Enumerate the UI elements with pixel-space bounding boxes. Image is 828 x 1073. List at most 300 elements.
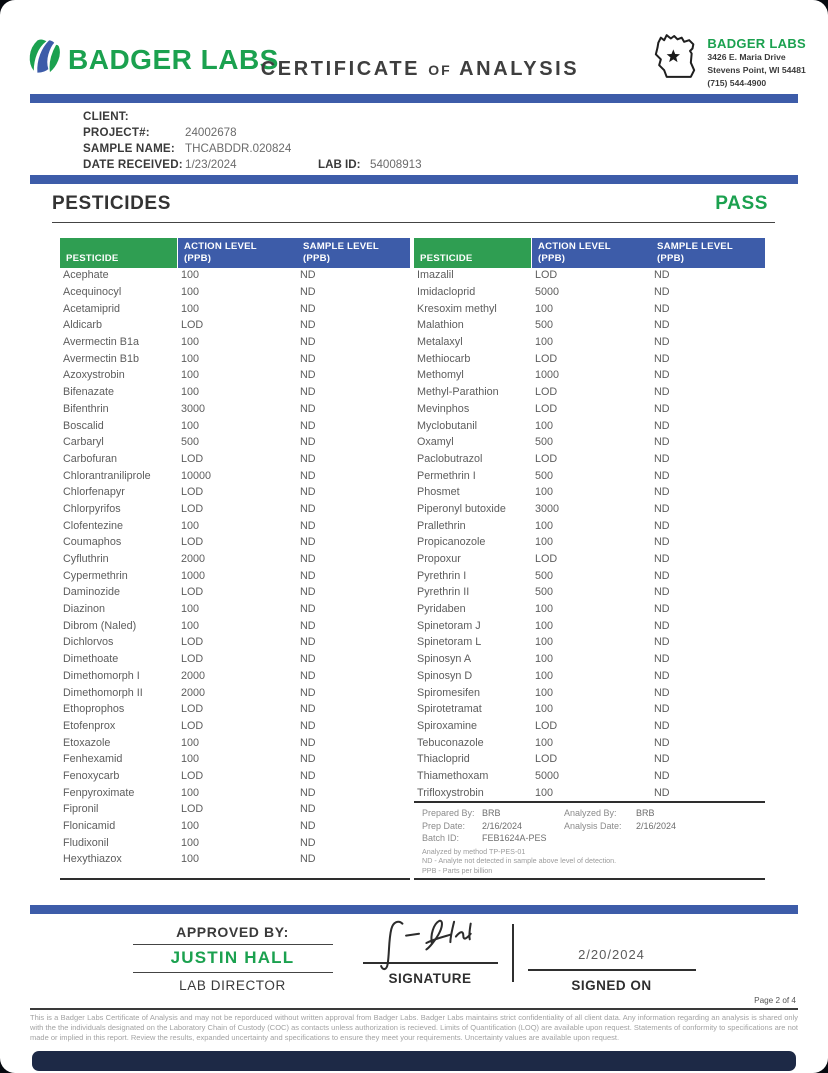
action-level-cell: 100 xyxy=(181,419,200,432)
note-method: Analyzed by method TP-PES-01 xyxy=(422,847,526,856)
action-level-cell: LOD xyxy=(535,553,558,566)
footer-rule xyxy=(30,1008,798,1010)
table-row xyxy=(414,668,765,685)
sample-level-cell: ND xyxy=(300,452,316,465)
pass-status-badge: PASS xyxy=(715,193,768,214)
action-level-cell: 100 xyxy=(181,386,200,399)
pesticide-name-cell: Pyridaben xyxy=(417,603,466,616)
sample-level-cell: ND xyxy=(300,653,316,666)
action-level-cell: 100 xyxy=(535,603,554,616)
pesticide-name-cell: Acequinocyl xyxy=(63,286,122,299)
wisconsin-state-icon xyxy=(650,30,700,87)
table-row xyxy=(414,601,765,618)
action-level-cell: 100 xyxy=(181,603,200,616)
sample-level-cell: ND xyxy=(300,719,316,732)
section-rule xyxy=(52,222,775,223)
pesticides-table-left xyxy=(60,238,410,880)
table-row xyxy=(60,768,410,785)
pesticide-name-cell: Pyrethrin II xyxy=(417,586,470,599)
sample-level-cell: ND xyxy=(300,769,316,782)
sample-level-cell: ND xyxy=(300,386,316,399)
action-level-cell: 500 xyxy=(181,436,200,449)
sample-level-cell: ND xyxy=(300,820,316,833)
sample-level-cell: ND xyxy=(300,436,316,449)
sample-level-cell: ND xyxy=(300,302,316,315)
sample-level-cell: ND xyxy=(300,569,316,582)
pesticide-name-cell: Fipronil xyxy=(63,803,99,816)
pesticide-name-cell: Spiroxamine xyxy=(417,719,478,732)
column-header-sample-level: SAMPLE LEVEL (PPB) xyxy=(297,238,410,268)
pesticide-name-cell: Methyl-Parathion xyxy=(417,386,499,399)
action-level-cell: 100 xyxy=(181,786,200,799)
sample-level-cell: ND xyxy=(654,352,670,365)
table-row xyxy=(60,401,410,418)
action-level-cell: 500 xyxy=(535,569,554,582)
table-row xyxy=(60,434,410,451)
pesticide-name-cell: Dimethomorph II xyxy=(63,686,143,699)
date-received-label: DATE RECEIVED: xyxy=(83,157,183,171)
table-row xyxy=(414,467,765,484)
table-row xyxy=(414,617,765,634)
sample-level-cell: ND xyxy=(300,269,316,282)
column-header-action-level: ACTION LEVEL (PPB) xyxy=(178,238,297,268)
pesticide-name-cell: Coumaphos xyxy=(63,536,122,549)
pesticide-name-cell: Fenoxycarb xyxy=(63,769,120,782)
action-level-cell: 100 xyxy=(181,269,200,282)
action-level-cell: 100 xyxy=(535,669,554,682)
table-row xyxy=(414,367,765,384)
table-row xyxy=(60,751,410,768)
project-value: 24002678 xyxy=(185,125,237,139)
table-row xyxy=(414,384,765,401)
action-level-cell: 2000 xyxy=(181,686,206,699)
table-row xyxy=(60,668,410,685)
sample-level-cell: ND xyxy=(300,469,316,482)
pesticide-name-cell: Spinosyn D xyxy=(417,669,473,682)
pesticide-name-cell: Dimethomorph I xyxy=(63,669,140,682)
lab-name: BADGER LABS xyxy=(707,36,806,51)
action-level-cell: LOD xyxy=(535,452,558,465)
table-row xyxy=(414,284,765,301)
table-row xyxy=(60,701,410,718)
sample-level-cell: ND xyxy=(654,636,670,649)
pesticide-name-cell: Imazalil xyxy=(417,269,454,282)
pesticide-name-cell: Myclobutanil xyxy=(417,419,478,432)
sample-level-cell: ND xyxy=(654,719,670,732)
sample-level-cell: ND xyxy=(654,653,670,666)
sample-level-cell: ND xyxy=(300,836,316,849)
pesticide-name-cell: Fludixonil xyxy=(63,836,109,849)
table-row xyxy=(414,350,765,367)
sample-level-cell: ND xyxy=(300,336,316,349)
sample-level-cell: ND xyxy=(654,386,670,399)
pesticide-name-cell: Hexythiazox xyxy=(63,853,122,866)
batch-id-label: Batch ID: xyxy=(422,833,460,843)
action-level-cell: 100 xyxy=(181,369,200,382)
action-level-cell: LOD xyxy=(535,753,558,766)
sample-level-cell: ND xyxy=(300,536,316,549)
action-level-cell: 100 xyxy=(181,619,200,632)
sample-level-cell: ND xyxy=(300,402,316,415)
column-header-pesticide: PESTICIDE xyxy=(414,238,531,268)
pesticide-name-cell: Methiocarb xyxy=(417,352,471,365)
sample-level-cell: ND xyxy=(300,519,316,532)
sample-level-cell: ND xyxy=(654,402,670,415)
table-row xyxy=(60,284,410,301)
pesticide-name-cell: Bifenthrin xyxy=(63,402,109,415)
action-level-cell: 100 xyxy=(535,736,554,749)
pesticide-name-cell: Clofentezine xyxy=(63,519,124,532)
pesticide-name-cell: Tebuconazole xyxy=(417,736,484,749)
table-row xyxy=(60,718,410,735)
column-header-action-level: ACTION LEVEL (PPB) xyxy=(532,238,651,268)
lab-address-card xyxy=(650,30,806,90)
action-level-cell: LOD xyxy=(535,719,558,732)
sample-level-cell: ND xyxy=(300,636,316,649)
pesticide-name-cell: Acephate xyxy=(63,269,109,282)
approver-role: LAB DIRECTOR xyxy=(179,978,286,993)
table-body-left xyxy=(60,267,410,868)
pesticide-name-cell: Imidacloprid xyxy=(417,286,476,299)
action-level-cell: 500 xyxy=(535,586,554,599)
action-level-cell: LOD xyxy=(535,402,558,415)
sample-level-cell: ND xyxy=(654,469,670,482)
table-row xyxy=(60,634,410,651)
pesticide-name-cell: Paclobutrazol xyxy=(417,452,483,465)
table-row xyxy=(414,534,765,551)
action-level-cell: LOD xyxy=(535,386,558,399)
action-level-cell: LOD xyxy=(181,319,204,332)
sample-level-cell: ND xyxy=(654,703,670,716)
pesticide-name-cell: Ethoprophos xyxy=(63,703,125,716)
action-level-cell: 1000 xyxy=(181,569,206,582)
sample-level-cell: ND xyxy=(654,286,670,299)
table-row xyxy=(60,317,410,334)
action-level-cell: 100 xyxy=(535,786,554,799)
action-level-cell: 5000 xyxy=(535,286,560,299)
pesticide-name-cell: Aldicarb xyxy=(63,319,103,332)
action-level-cell: 100 xyxy=(535,636,554,649)
analysis-date-label: Analysis Date: xyxy=(564,820,622,831)
action-level-cell: 100 xyxy=(535,653,554,666)
table-row xyxy=(414,401,765,418)
table-row xyxy=(60,267,410,284)
analyzed-by-value: BRB xyxy=(636,808,655,818)
sample-level-cell: ND xyxy=(654,769,670,782)
signed-date: 2/20/2024 xyxy=(528,924,696,971)
pesticide-name-cell: Spirotetramat xyxy=(417,703,482,716)
note-ppb: PPB - Parts per billion xyxy=(422,865,493,875)
table-row xyxy=(414,317,765,334)
sample-name-label: SAMPLE NAME: xyxy=(83,141,175,155)
sample-level-cell: ND xyxy=(654,553,670,566)
sample-level-cell: ND xyxy=(654,452,670,465)
action-level-cell: 100 xyxy=(535,486,554,499)
pesticide-name-cell: Fenpyroximate xyxy=(63,786,135,799)
action-level-cell: LOD xyxy=(181,586,204,599)
pesticide-name-cell: Carbaryl xyxy=(63,436,104,449)
sample-level-cell: ND xyxy=(300,603,316,616)
table-header xyxy=(414,238,765,267)
pesticide-name-cell: Carbofuran xyxy=(63,452,118,465)
sample-level-cell: ND xyxy=(300,669,316,682)
table-row xyxy=(414,651,765,668)
pesticides-table-right xyxy=(414,238,765,803)
sample-level-cell: ND xyxy=(654,302,670,315)
action-level-cell: 100 xyxy=(181,286,200,299)
bottom-accent-bar xyxy=(32,1051,796,1071)
sample-level-cell: ND xyxy=(300,553,316,566)
pesticide-name-cell: Methomyl xyxy=(417,369,464,382)
action-level-cell: LOD xyxy=(181,486,204,499)
date-received-value: 1/23/2024 xyxy=(185,157,237,171)
pesticides-table-right-column xyxy=(414,238,765,880)
table-row xyxy=(414,751,765,768)
client-info xyxy=(83,108,422,172)
note-nd: ND - Analyte not detected in sample above level of detection. xyxy=(422,856,617,866)
action-level-cell: LOD xyxy=(181,636,204,649)
table-row xyxy=(60,384,410,401)
action-level-cell: LOD xyxy=(181,452,204,465)
table-row xyxy=(60,300,410,317)
pesticide-name-cell: Thiamethoxam xyxy=(417,769,489,782)
pesticide-name-cell: Acetamiprid xyxy=(63,302,121,315)
signature-label: SIGNATURE xyxy=(388,971,472,986)
pesticide-name-cell: Spinetoram J xyxy=(417,619,481,632)
table-row xyxy=(414,684,765,701)
table-row xyxy=(414,584,765,601)
pesticides-table xyxy=(60,238,765,880)
sample-level-cell: ND xyxy=(300,753,316,766)
approval-section xyxy=(0,924,828,993)
table-row xyxy=(60,818,410,835)
pesticide-name-cell: Pyrethrin I xyxy=(417,569,467,582)
sample-level-cell: ND xyxy=(654,736,670,749)
table-row xyxy=(414,417,765,434)
action-level-cell: 500 xyxy=(535,469,554,482)
pesticide-name-cell: Chlorfenapyr xyxy=(63,486,125,499)
sample-level-cell: ND xyxy=(654,319,670,332)
action-level-cell: LOD xyxy=(181,769,204,782)
sample-level-cell: ND xyxy=(654,419,670,432)
table-header xyxy=(60,238,410,267)
table-row xyxy=(60,484,410,501)
sample-level-cell: ND xyxy=(300,803,316,816)
table-row xyxy=(60,534,410,551)
table-row xyxy=(60,501,410,518)
pesticide-name-cell: Propicanozole xyxy=(417,536,486,549)
action-level-cell: 100 xyxy=(535,686,554,699)
sample-level-cell: ND xyxy=(300,853,316,866)
table-row xyxy=(414,768,765,785)
sample-level-cell: ND xyxy=(654,569,670,582)
pesticide-name-cell: Prallethrin xyxy=(417,519,466,532)
action-level-cell: 100 xyxy=(181,336,200,349)
table-row xyxy=(414,300,765,317)
pesticide-name-cell: Mevinphos xyxy=(417,402,470,415)
action-level-cell: 100 xyxy=(535,703,554,716)
table-row xyxy=(414,567,765,584)
table-row xyxy=(60,350,410,367)
table-row xyxy=(60,367,410,384)
client-label: CLIENT: xyxy=(83,109,129,123)
column-header-sample-level: SAMPLE LEVEL (PPB) xyxy=(651,238,765,268)
sample-level-cell: ND xyxy=(300,619,316,632)
table-row xyxy=(414,517,765,534)
sample-level-cell: ND xyxy=(300,786,316,799)
action-level-cell: 100 xyxy=(535,419,554,432)
sample-level-cell: ND xyxy=(654,502,670,515)
brand-name: BADGER LABS xyxy=(68,43,279,75)
table-row xyxy=(60,517,410,534)
disclaimer-text: This is a Badger Labs Certificate of Analysis and may not be reporduced without written approval from Badger Labs. Badger Labs maintains strict confidentiality of all client data. Any information regarding an analysis is shared only with the the individuals designated on the Laboratory Chain of Custody (COC) as contacts unless authorization is recieved. Limits of Quantification (LOQ) are available upon request. Statements of conformity to specifications are not made or implied in this report. Review the results, expanded uncertainty and specifications to ensure they meet your requirements. Uncertainty values are available upon request. xyxy=(30,1013,798,1042)
sample-level-cell: ND xyxy=(654,686,670,699)
sample-level-cell: ND xyxy=(300,502,316,515)
approved-by-label: APPROVED BY: xyxy=(133,924,333,945)
pesticide-name-cell: Spiromesifen xyxy=(417,686,481,699)
document-header xyxy=(0,0,828,95)
signature-line xyxy=(363,924,498,964)
table-row xyxy=(414,334,765,351)
pesticide-name-cell: Chlorpyrifos xyxy=(63,502,121,515)
approver-block xyxy=(133,924,333,993)
table-row xyxy=(414,451,765,468)
pesticide-name-cell: Fenhexamid xyxy=(63,753,123,766)
analysis-meta xyxy=(414,803,765,880)
action-level-cell: 1000 xyxy=(535,369,560,382)
lab-id-label: LAB ID: xyxy=(318,157,361,171)
pesticide-name-cell: Chlorantraniliprole xyxy=(63,469,151,482)
action-level-cell: 10000 xyxy=(181,469,212,482)
pesticide-name-cell: Kresoxim methyl xyxy=(417,302,497,315)
action-level-cell: 5000 xyxy=(535,769,560,782)
pesticide-name-cell: Dichlorvos xyxy=(63,636,114,649)
signature-divider xyxy=(512,924,514,982)
document-title xyxy=(240,58,600,81)
action-level-cell: 100 xyxy=(181,352,200,365)
sample-level-cell: ND xyxy=(300,686,316,699)
page-number: Page 2 of 4 xyxy=(754,996,796,1005)
table-row xyxy=(60,417,410,434)
pesticide-name-cell: Metalaxyl xyxy=(417,336,463,349)
lab-id-value: 54008913 xyxy=(370,157,422,171)
signed-on-block xyxy=(528,924,696,993)
sample-level-cell: ND xyxy=(300,419,316,432)
pesticide-name-cell: Dimethoate xyxy=(63,653,119,666)
pesticide-name-cell: Propoxur xyxy=(417,553,461,566)
action-level-cell: 2000 xyxy=(181,669,206,682)
sample-level-cell: ND xyxy=(654,786,670,799)
table-row xyxy=(60,467,410,484)
action-level-cell: 500 xyxy=(535,436,554,449)
lab-address-line2: Stevens Point, WI 54481 xyxy=(707,64,806,75)
action-level-cell: 100 xyxy=(181,519,200,532)
table-row xyxy=(60,651,410,668)
sample-level-cell: ND xyxy=(300,703,316,716)
analyzed-by-label: Analyzed By: xyxy=(564,808,617,818)
column-header-pesticide: PESTICIDE xyxy=(60,238,177,268)
pesticide-name-cell: Bifenazate xyxy=(63,386,115,399)
sample-level-cell: ND xyxy=(654,486,670,499)
action-level-cell: 100 xyxy=(181,836,200,849)
approver-name: JUSTIN HALL xyxy=(133,945,333,973)
pesticide-name-cell: Piperonyl butoxide xyxy=(417,502,506,515)
action-level-cell: 100 xyxy=(181,736,200,749)
sample-level-cell: ND xyxy=(654,619,670,632)
prepared-by-label: Prepared By: xyxy=(422,808,475,818)
pesticide-name-cell: Thiacloprid xyxy=(417,753,470,766)
pesticide-name-cell: Cyfluthrin xyxy=(63,553,109,566)
pesticide-name-cell: Azoxystrobin xyxy=(63,369,125,382)
action-level-cell: LOD xyxy=(181,703,204,716)
prep-date-value: 2/16/2024 xyxy=(482,820,523,831)
signature-block xyxy=(363,924,498,986)
action-level-cell: 2000 xyxy=(181,553,206,566)
action-level-cell: 100 xyxy=(535,302,554,315)
table-row xyxy=(60,334,410,351)
action-level-cell: 100 xyxy=(181,753,200,766)
pesticide-name-cell: Diazinon xyxy=(63,603,106,616)
pesticide-name-cell: Etofenprox xyxy=(63,719,116,732)
action-level-cell: 500 xyxy=(535,319,554,332)
divider-bar xyxy=(30,94,798,103)
batch-id-value: FEB1624A-PES xyxy=(482,833,547,843)
page-title: PESTICIDES xyxy=(52,193,171,214)
sample-level-cell: ND xyxy=(654,519,670,532)
prep-date-label: Prep Date: xyxy=(422,820,466,831)
table-row xyxy=(60,684,410,701)
sample-level-cell: ND xyxy=(300,352,316,365)
table-row xyxy=(60,584,410,601)
pesticide-name-cell: Daminozide xyxy=(63,586,121,599)
table-row xyxy=(414,434,765,451)
sample-level-cell: ND xyxy=(654,753,670,766)
action-level-cell: LOD xyxy=(535,352,558,365)
sample-level-cell: ND xyxy=(654,603,670,616)
action-level-cell: 3000 xyxy=(535,502,560,515)
prepared-by-value: BRB xyxy=(482,808,501,818)
pesticide-name-cell: Avermectin B1a xyxy=(63,336,140,349)
title-of: OF xyxy=(428,62,452,78)
pesticide-name-cell: Oxamyl xyxy=(417,436,454,449)
action-level-cell: 100 xyxy=(535,336,554,349)
pesticide-name-cell: Dibrom (Naled) xyxy=(63,619,137,632)
table-row xyxy=(414,484,765,501)
table-row xyxy=(60,801,410,818)
table-row xyxy=(60,734,410,751)
divider-bar xyxy=(30,175,798,184)
table-row xyxy=(414,718,765,735)
sample-level-cell: ND xyxy=(300,286,316,299)
sample-level-cell: ND xyxy=(654,269,670,282)
pesticide-name-cell: Cypermethrin xyxy=(63,569,128,582)
sample-name-value: THCABDDR.020824 xyxy=(185,141,292,155)
sample-level-cell: ND xyxy=(654,436,670,449)
action-level-cell: 100 xyxy=(535,536,554,549)
pesticide-name-cell: Spinosyn A xyxy=(417,653,472,666)
table-row xyxy=(414,634,765,651)
sample-level-cell: ND xyxy=(654,669,670,682)
table-row xyxy=(60,551,410,568)
pesticide-name-cell: Phosmet xyxy=(417,486,460,499)
action-level-cell: LOD xyxy=(181,536,204,549)
sample-level-cell: ND xyxy=(654,336,670,349)
action-level-cell: LOD xyxy=(181,502,204,515)
action-level-cell: 100 xyxy=(181,853,200,866)
sample-level-cell: ND xyxy=(300,319,316,332)
table-row xyxy=(414,267,765,284)
action-level-cell: 100 xyxy=(181,302,200,315)
